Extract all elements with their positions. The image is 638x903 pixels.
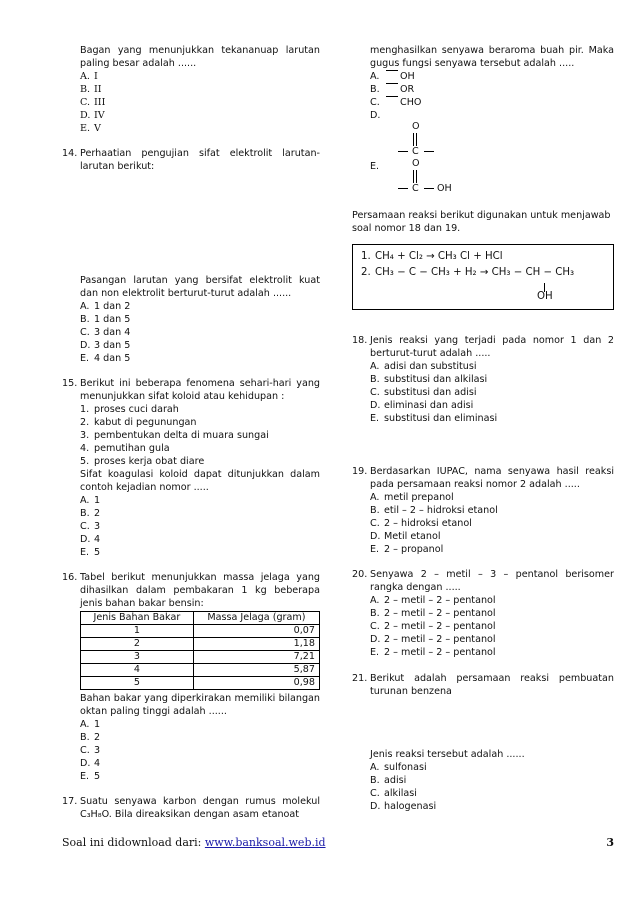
question-text-2: Pasangan larutan yang bersifat elektrolit kuat dan non elektrolit berturut-turut adalah ......	[80, 275, 320, 299]
question-text: Berdasarkan IUPAC, nama senyawa hasil reaksi pada persamaan reaksi nomor 2 adalah .....	[370, 466, 614, 490]
option-text: proses cuci darah	[94, 404, 179, 415]
option-text: metil prepanol	[384, 492, 454, 503]
option-text: halogenasi	[384, 801, 437, 812]
option-item	[80, 455, 320, 468]
option-letter: D.	[80, 110, 91, 121]
option-text: 1 dan 5	[94, 314, 131, 325]
option-item	[370, 504, 614, 517]
option-letter: D.	[80, 534, 91, 545]
option-text: 1	[94, 495, 101, 506]
option-letter: E.	[80, 123, 91, 134]
table-header: Jenis Bahan Bakar	[81, 612, 194, 625]
option-letter: E.	[370, 413, 380, 424]
option-letter: B.	[80, 314, 90, 325]
option-letter: 4.	[80, 443, 90, 454]
question-14	[62, 147, 320, 365]
table-row	[81, 651, 320, 664]
option-text: I	[94, 71, 98, 82]
option-item	[370, 594, 614, 607]
option-text: 2 – metil – 2 – pentanol	[384, 647, 496, 658]
option-letter: C.	[370, 97, 380, 108]
soot-mass-cell: 7,21	[193, 651, 319, 664]
option-text: II	[94, 84, 102, 95]
hydroxyl-group: OH	[437, 183, 452, 194]
option-text: 4	[94, 758, 101, 769]
option-item	[80, 494, 320, 507]
options-list	[370, 360, 614, 425]
soot-mass-table	[80, 611, 320, 690]
options-list	[80, 300, 320, 365]
question-number: 15.	[62, 378, 78, 389]
option-text: 4	[94, 534, 101, 545]
question-number: 18.	[352, 335, 368, 346]
question-text: Senyawa 2 – metil – 3 – pentanol berisomer rangka dengan .....	[370, 569, 614, 593]
reaction-2-equation: CH₃ − C − CH₃ + H₂ → CH₃ − CH − CH₃	[375, 267, 575, 278]
carbon-atom: C	[412, 146, 419, 157]
option-text: sulfonasi	[384, 762, 427, 773]
option-item	[370, 517, 614, 530]
footer-link[interactable]: www.banksoal.web.id	[204, 836, 326, 849]
option-item	[370, 761, 614, 774]
soot-mass-cell: 0,07	[193, 625, 319, 638]
options-list	[80, 718, 320, 783]
option-letter: B.	[80, 508, 90, 519]
option-text: CHO	[400, 97, 422, 108]
oxygen-atom: O	[412, 158, 420, 169]
option-letter: E.	[370, 544, 380, 555]
fuel-type-cell: 4	[81, 664, 194, 677]
table-row	[81, 638, 320, 651]
option-letter: E.	[80, 771, 90, 782]
option-letter: E.	[370, 647, 380, 658]
option-item	[80, 70, 320, 83]
option-item	[370, 412, 614, 425]
reaction-1: 1. CH₄ + Cl₂ → CH₃ Cl + HCl	[361, 251, 503, 262]
option-letter: C.	[370, 621, 380, 632]
soot-mass-cell: 0,98	[193, 677, 319, 690]
option-letter: C.	[80, 327, 90, 338]
bond-left	[398, 188, 408, 189]
intro-18-19: Persamaan reaksi berikut digunakan untuk menjawab soal nomor 18 dan 19.	[352, 210, 611, 234]
option-text: 2 – hidroksi etanol	[384, 518, 472, 529]
option-letter: D.	[370, 531, 381, 542]
option-text: kabut di pegunungan	[94, 417, 197, 428]
option-text: 2 – metil – 2 – pentanol	[384, 595, 496, 606]
option-text: 3	[94, 745, 101, 756]
carbonyl-structure	[370, 122, 614, 156]
options-list	[370, 491, 614, 556]
option-letter: C.	[370, 788, 380, 799]
option-item	[370, 774, 614, 787]
question-17-continued	[352, 44, 614, 193]
option-text: adisi	[384, 775, 407, 786]
reaction-2-substituent: OH	[537, 291, 553, 302]
option-letter: B.	[370, 505, 380, 516]
question-20	[352, 568, 614, 659]
reaction-2: 2. CH₃ − C − CH₃ + H₂ → CH₃ − CH − CH₃	[361, 267, 575, 278]
option-item	[80, 416, 320, 429]
option-letter: A.	[370, 762, 380, 773]
option-item	[370, 646, 614, 659]
option-text: substitusi dan alkilasi	[384, 374, 488, 385]
option-text: 4 dan 5	[94, 353, 131, 364]
option-text: 3 dan 4	[94, 327, 131, 338]
question-text: Berikut ini beberapa fenomena sehari-hari yang menunjukkan sifat koloid atau kehidupan :	[80, 378, 320, 402]
option-text: 2	[94, 732, 101, 743]
question-text: Jenis reaksi yang terjadi pada nomor 1 dan 2 berturut-turut adalah .....	[370, 335, 614, 359]
option-letter: C.	[80, 745, 90, 756]
option-item	[370, 620, 614, 633]
question-text: Suatu senyawa karbon dengan rumus molekul C₃H₈O. Bila direaksikan dengan asam etanoat	[80, 796, 320, 820]
option-text: etil – 2 – hidroksi etanol	[384, 505, 498, 516]
option-text: alkilasi	[384, 788, 417, 799]
image-placeholder	[370, 698, 614, 748]
option-letter: C.	[370, 518, 380, 529]
bond-right	[424, 151, 434, 152]
option-item	[80, 533, 320, 546]
question-text-2: Sifat koagulasi koloid dapat ditunjukkan dalam contoh kejadian nomor .....	[80, 469, 320, 493]
option-letter: 5.	[80, 456, 90, 467]
options-list	[370, 594, 614, 659]
option-text: adisi dan substitusi	[384, 361, 477, 372]
option-item	[80, 403, 320, 416]
option-text: 3 dan 5	[94, 340, 131, 351]
option-letter: D.	[370, 634, 381, 645]
fuel-type-cell: 2	[81, 638, 194, 651]
option-text: substitusi dan adisi	[384, 387, 477, 398]
reaction-box	[352, 244, 614, 310]
option-item	[80, 757, 320, 770]
option-item	[370, 543, 614, 556]
option-item	[370, 633, 614, 646]
table-row	[81, 625, 320, 638]
table-header: Massa Jelaga (gram)	[193, 612, 319, 625]
option-letter: A.	[370, 595, 380, 606]
bond-right	[424, 188, 434, 189]
options-list	[370, 761, 614, 813]
bond-line	[386, 96, 398, 109]
option-letter: B.	[370, 608, 380, 619]
option-item	[370, 109, 614, 122]
option-letter: A.	[370, 361, 380, 372]
carboxyl-structure	[370, 159, 614, 193]
question-16	[62, 571, 320, 783]
option-letter: B.	[370, 374, 380, 385]
left-column	[62, 44, 320, 821]
option-letter: C.	[80, 521, 90, 532]
option-text: 5	[94, 547, 101, 558]
option-text: 2 – metil – 2 – pentanol	[384, 608, 496, 619]
option-item	[80, 520, 320, 533]
question-text: menghasilkan senyawa beraroma buah pir. Maka gugus fungsi senyawa tersebut adalah .....	[370, 45, 614, 69]
question-13-continued	[62, 44, 320, 135]
option-letter: E.	[80, 547, 90, 558]
option-item	[80, 352, 320, 365]
option-text: 1	[94, 719, 101, 730]
option-item	[80, 442, 320, 455]
table-row	[81, 677, 320, 690]
option-item	[80, 718, 320, 731]
bond-left	[398, 151, 408, 152]
option-item	[370, 96, 614, 109]
option-item	[80, 770, 320, 783]
option-item	[80, 546, 320, 559]
option-item	[370, 373, 614, 386]
option-item	[370, 491, 614, 504]
option-text: V	[94, 123, 101, 134]
option-item	[370, 399, 614, 412]
option-text: substitusi dan eliminasi	[384, 413, 498, 424]
option-item	[80, 429, 320, 442]
option-letter: B.	[370, 84, 380, 95]
option-item	[370, 360, 614, 373]
option-text: proses kerja obat diare	[94, 456, 205, 467]
option-letter: B.	[80, 84, 91, 95]
option-item	[80, 122, 320, 135]
option-letter: A.	[80, 495, 90, 506]
question-number: 21.	[352, 673, 368, 684]
option-letter: A.	[80, 719, 90, 730]
question-text: Berikut adalah persamaan reaksi pembuatan turunan benzena	[370, 673, 614, 697]
option-text: 1 dan 2	[94, 301, 131, 312]
option-letter: 2.	[80, 417, 90, 428]
option-item	[80, 96, 320, 109]
option-item	[370, 787, 614, 800]
option-text: eliminasi dan adisi	[384, 400, 474, 411]
question-18	[352, 334, 614, 425]
option-text: pembentukan delta di muara sungai	[94, 430, 269, 441]
bond-line	[386, 70, 398, 83]
carbon-atom: C	[412, 183, 419, 194]
option-letter: E.	[370, 161, 380, 172]
option-text: OR	[400, 84, 415, 95]
option-item	[370, 530, 614, 543]
soot-mass-cell: 5,87	[193, 664, 319, 677]
option-text: IV	[94, 110, 105, 121]
oxygen-atom: O	[412, 121, 420, 132]
option-text: OH	[400, 71, 415, 82]
question-number: 20.	[352, 569, 368, 580]
question-text-2: Jenis reaksi tersebut adalah ......	[370, 749, 525, 760]
option-text: pemutihan gula	[94, 443, 170, 454]
question-21	[352, 672, 614, 813]
option-letter: 1.	[80, 404, 90, 415]
option-letter: D.	[370, 110, 381, 121]
fuel-type-cell: 3	[81, 651, 194, 664]
options-list	[80, 70, 320, 135]
option-text: Metil etanol	[384, 531, 441, 542]
bond-line	[386, 83, 398, 96]
table-row	[81, 664, 320, 677]
option-letter: C.	[80, 97, 91, 108]
option-text: 2 – propanol	[384, 544, 444, 555]
option-letter: D.	[370, 400, 381, 411]
option-item	[370, 800, 614, 813]
option-letter: B.	[80, 732, 90, 743]
option-letter: A.	[80, 301, 90, 312]
question-text: Perhaatian pengujian sifat elektrolit larutan-larutan berikut:	[80, 148, 320, 172]
phenomena-list	[80, 403, 320, 468]
option-letter: D.	[370, 801, 381, 812]
option-item	[80, 507, 320, 520]
option-letter: E.	[80, 353, 90, 364]
footer-prefix: Soal ini didownload dari:	[62, 836, 205, 849]
option-letter: D.	[80, 758, 91, 769]
option-text: 5	[94, 771, 101, 782]
option-letter: A.	[370, 492, 380, 503]
reaction-1-equation: CH₄ + Cl₂ → CH₃ Cl + HCl	[375, 251, 503, 262]
option-text: 2 – metil – 2 – pentanol	[384, 621, 496, 632]
option-item	[80, 83, 320, 96]
question-17	[62, 795, 320, 821]
option-text: 3	[94, 521, 101, 532]
option-letter: B.	[370, 775, 380, 786]
question-19	[352, 465, 614, 556]
option-text: III	[94, 97, 106, 108]
image-placeholder	[80, 173, 320, 274]
option-letter: C.	[370, 387, 380, 398]
option-text: 2	[94, 508, 101, 519]
option-item	[370, 83, 614, 96]
option-letter: A.	[370, 71, 380, 82]
option-item	[80, 313, 320, 326]
option-item	[370, 607, 614, 620]
option-letter: D.	[80, 340, 91, 351]
fuel-type-cell: 1	[81, 625, 194, 638]
page-footer	[62, 836, 614, 849]
question-text: Bagan yang menunjukkan tekananuap larutan paling besar adalah ......	[80, 45, 320, 69]
question-text: Tabel berikut menunjukkan massa jelaga yang dihasilkan dalam pembakaran 1 kg beberapa jenis bahan bakar bensin:	[80, 572, 320, 609]
option-item	[80, 339, 320, 352]
options-list	[80, 494, 320, 559]
question-number: 17.	[62, 796, 78, 807]
option-letter: A.	[80, 71, 90, 82]
option-item	[80, 300, 320, 313]
fuel-type-cell: 5	[81, 677, 194, 690]
option-item	[80, 744, 320, 757]
page-number: 3	[606, 836, 614, 849]
option-item	[80, 109, 320, 122]
question-number: 19.	[352, 466, 368, 477]
option-text: 2 – metil – 2 – pentanol	[384, 634, 496, 645]
option-item	[370, 386, 614, 399]
option-item	[80, 326, 320, 339]
question-text-2: Bahan bakar yang diperkirakan memiliki bilangan oktan paling tinggi adalah ......	[80, 693, 320, 717]
question-number: 16.	[62, 572, 78, 583]
soot-mass-cell: 1,18	[193, 638, 319, 651]
option-letter: 3.	[80, 430, 90, 441]
option-item	[370, 70, 614, 83]
option-item	[80, 731, 320, 744]
right-column	[352, 44, 614, 813]
question-15	[62, 377, 320, 559]
question-number: 14.	[62, 148, 78, 159]
